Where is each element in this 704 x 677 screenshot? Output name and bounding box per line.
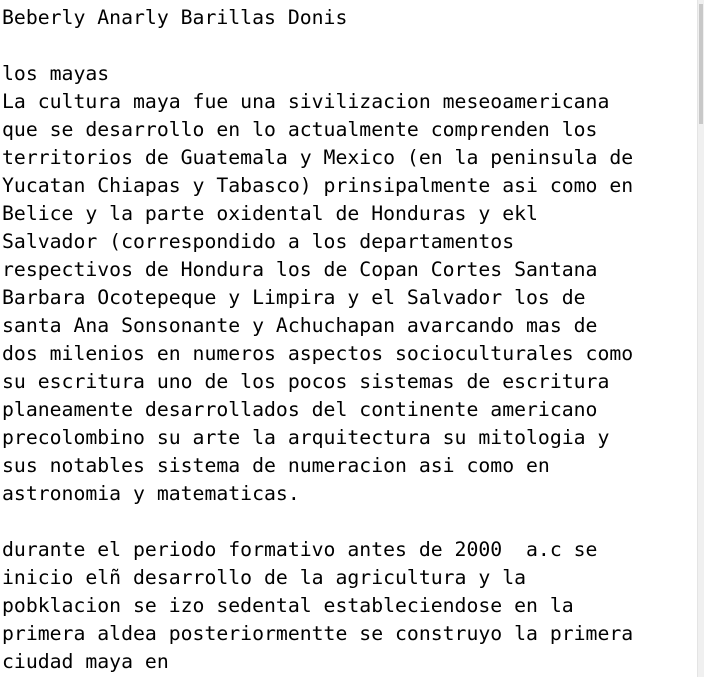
document-line: durante el periodo formativo antes de 2000 a.c se — [2, 538, 598, 561]
document-line: su escritura uno de los pocos sistemas de escritura — [2, 370, 610, 393]
document-line: territorios de Guatemala y Mexico (en la peninsula de — [2, 146, 634, 169]
document-line: La cultura maya fue una sivilizacion meseoamericana — [2, 90, 610, 113]
document-line: santa Ana Sonsonante y Achuchapan avarcando mas de — [2, 314, 598, 337]
document-line: los mayas — [2, 62, 110, 85]
document-line: Barbara Ocotepeque y Limpira y el Salvador los de — [2, 286, 586, 309]
document-line: Salvador (correspondido a los departamentos — [2, 230, 515, 253]
document-line: primera aldea posteriormentte se construyo la primera — [2, 622, 634, 645]
document-line: astronomia y matematicas. — [2, 482, 300, 505]
document-line: que se desarrollo en lo actualmente comprenden los — [2, 118, 598, 141]
vertical-scrollbar[interactable] — [697, 0, 704, 677]
document-line: planeamente desarrollados del continente americano — [2, 398, 598, 421]
document-line: precolombino su arte la arquitectura su mitologia y — [2, 426, 610, 449]
scrollbar-thumb[interactable] — [699, 4, 703, 124]
document-line: sus notables sistema de numeracion asi como en — [2, 454, 550, 477]
document-line: inicio elñ desarrollo de la agricultura y la — [2, 566, 527, 589]
document-line: ciudad maya en — [2, 650, 169, 673]
document-line: Yucatan Chiapas y Tabasco) prinsipalmente asi como en — [2, 174, 634, 197]
document-line: Beberly Anarly Barillas Donis — [2, 6, 348, 29]
document-line: dos milenios en numeros aspectos socioculturales como — [2, 342, 634, 365]
document-line: pobklacion se izo sedental estableciendose en la — [2, 594, 574, 617]
document-line: Belice y la parte oxidental de Honduras y ekl — [2, 202, 538, 225]
document-line: respectivos de Hondura los de Copan Cortes Santana — [2, 258, 598, 281]
